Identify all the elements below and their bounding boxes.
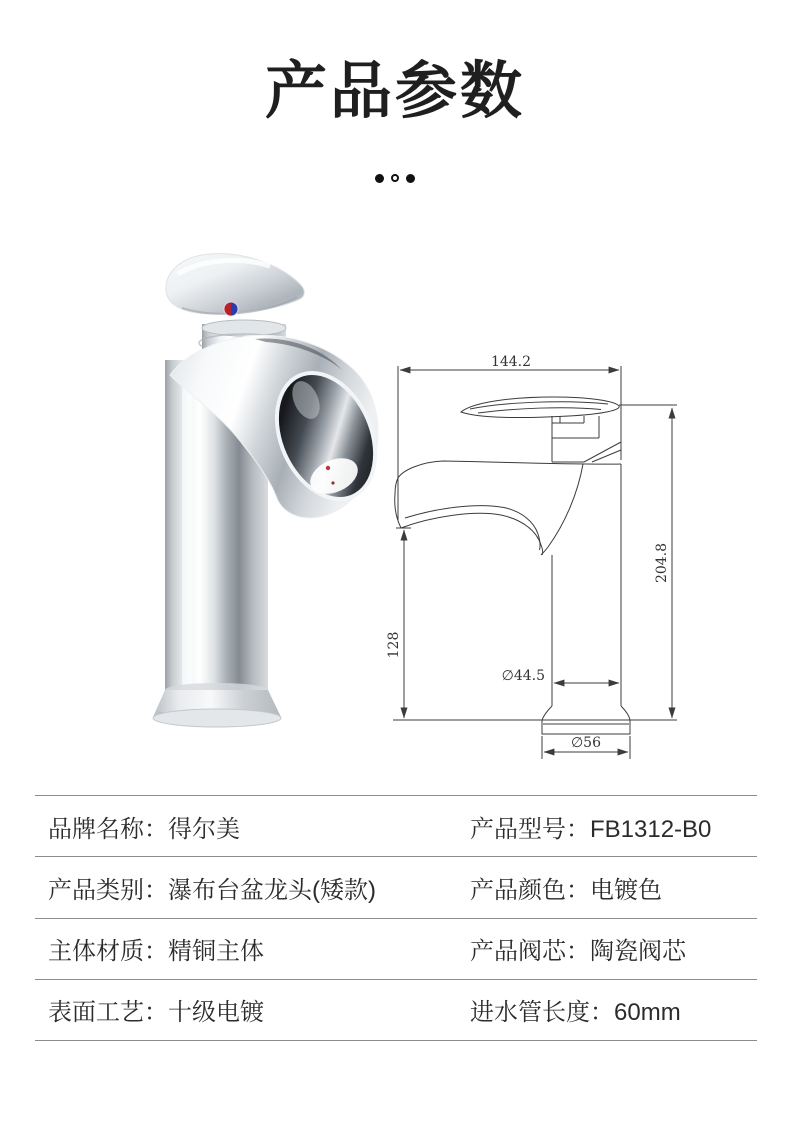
spec-label: 表面工艺: [48, 999, 144, 1027]
spec-separator: ：: [144, 938, 168, 966]
spec-value: FB1312-B0: [590, 815, 712, 843]
spec-cell-category: [48, 870, 470, 905]
spec-separator: ：: [566, 815, 590, 843]
spec-cell-model: [470, 809, 757, 844]
spec-row-category-color: [35, 856, 757, 917]
spec-cell-finish: [48, 992, 470, 1027]
reflection-dot: [326, 466, 330, 470]
spec-value: 瀑布台盆龙头(矮款): [168, 876, 376, 904]
spec-label: 产品型号: [470, 815, 566, 843]
spec-value: 60mm: [614, 999, 681, 1027]
dim-base-diameter-label: ∅56: [570, 735, 602, 751]
spec-label: 产品颜色: [470, 876, 566, 904]
faucet-base: [153, 683, 281, 727]
spec-value: 十级电镀: [168, 999, 264, 1027]
spec-row-material-valve: [35, 918, 757, 979]
product-photo: [130, 240, 390, 740]
body-highlight: [182, 364, 192, 692]
spec-label: 主体材质: [48, 938, 144, 966]
carousel-dot-1: [375, 174, 384, 183]
spec-label: 进水管长度: [470, 999, 590, 1027]
spec-row-brand-model: [35, 795, 757, 856]
spec-separator: ：: [144, 999, 168, 1027]
dim-column-diameter-label: ∅44.5: [501, 668, 545, 684]
reflection-dot: [331, 481, 334, 484]
spec-value: 陶瓷阀芯: [590, 938, 686, 966]
spec-cell-hose-length: [470, 992, 757, 1027]
spec-separator: ：: [144, 815, 168, 843]
page-title: 产品参数: [264, 57, 525, 126]
spec-separator: ：: [144, 876, 168, 904]
spec-separator: ：: [566, 876, 590, 904]
spec-separator: ：: [566, 938, 590, 966]
spec-separator: ：: [590, 999, 614, 1027]
spec-value: 精铜主体: [168, 938, 264, 966]
dim-height-label: 204.8: [654, 542, 670, 584]
carousel-dots: [0, 172, 790, 184]
carousel-dot-2: [391, 174, 399, 182]
spec-row-finish-hose: [35, 979, 757, 1040]
dim-column-height-label: 128: [386, 631, 402, 659]
spec-value: 得尔美: [168, 815, 240, 843]
spec-label: 品牌名称: [48, 815, 144, 843]
carousel-dot-3: [406, 174, 415, 183]
dim-width-label: 144.2: [490, 354, 532, 370]
hot-cold-indicator-icon: [224, 302, 238, 316]
drawing-lines: [393, 366, 677, 759]
spec-cell-valve: [470, 931, 757, 966]
spec-cell-brand: [48, 809, 470, 844]
specs-table: [35, 795, 757, 1041]
spec-cell-material: [48, 931, 470, 966]
spec-cell-color: [470, 870, 757, 905]
spec-label: 产品类别: [48, 876, 144, 904]
technical-drawing: [385, 350, 705, 770]
spec-value: 电镀色: [590, 876, 662, 904]
spec-label: 产品阀芯: [470, 938, 566, 966]
